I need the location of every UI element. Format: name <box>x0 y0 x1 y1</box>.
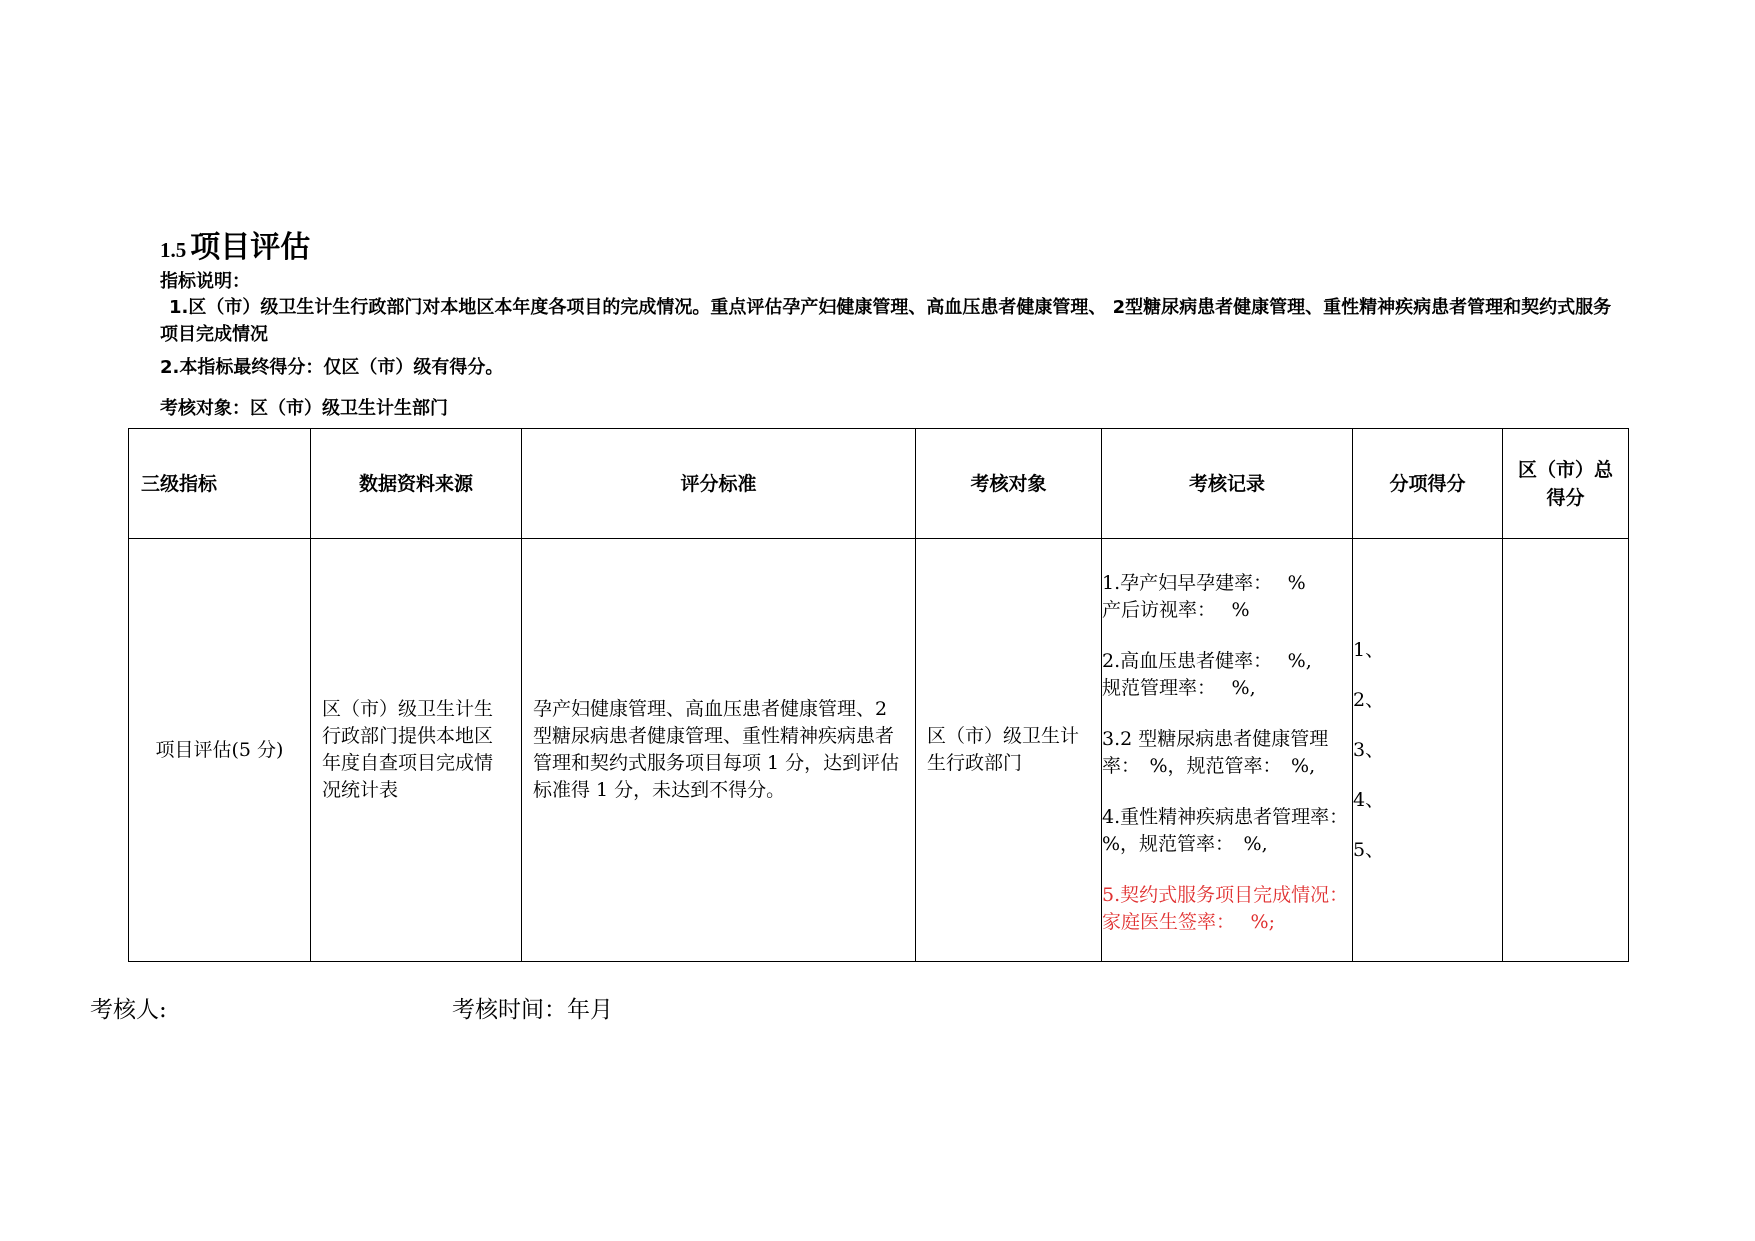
description-label: 指标说明： <box>160 271 250 292</box>
cell-item-scores <box>1353 539 1503 962</box>
header-total-score-label: 区（市）总得分 <box>1517 458 1613 509</box>
cell-criteria <box>522 539 916 962</box>
table-header-row <box>129 429 1629 539</box>
header-source: 数据资料来源 <box>311 429 522 539</box>
header-total-score <box>1503 429 1629 539</box>
score-item: 4、 <box>1353 789 1385 811</box>
section-number: 1.5 <box>160 238 187 262</box>
score-item: 2、 <box>1353 689 1385 711</box>
record-item: 2.高血压患者健率： %, 规范管理率： %, <box>1102 649 1312 699</box>
table-row <box>129 539 1629 962</box>
target-text: 区（市）级卫生计生行政部门 <box>927 725 1080 774</box>
assessment-target: 考核对象：区（市）级卫生计生部门 <box>160 398 448 419</box>
record-item: 1.孕产妇早孕建率： % 产后访视率： % <box>1102 571 1306 621</box>
indicator-text: 项目评估(5 分) <box>155 738 284 761</box>
record-list <box>1102 570 1358 936</box>
header-target: 考核对象 <box>916 429 1102 539</box>
score-list <box>1353 625 1502 875</box>
record-item: 4.重性精神疾病患者管理率： %，规范管率： %, <box>1102 805 1358 855</box>
record-item: 5.契约式服务项目完成情况：家庭医生签率： %; <box>1102 883 1349 933</box>
description-item-2: 2.本指标最终得分：仅区（市）级有得分。 <box>160 357 504 378</box>
score-item: 5、 <box>1353 839 1385 861</box>
score-item: 1、 <box>1353 639 1385 661</box>
record-item: 3.2 型糖尿病患者健康管理率： %，规范管率： %, <box>1102 727 1329 777</box>
cell-total-score <box>1503 539 1629 962</box>
section-heading <box>160 228 310 270</box>
criteria-text: 孕产妇健康管理、高血压患者健康管理、2 型糖尿病患者健康管理、重性精神疾病患者管理和契约式服务项目每项 1 分，达到评估标准得 1 分，未达到不得分。 <box>533 698 900 801</box>
section-title: 项目评估 <box>190 230 311 265</box>
cell-indicator <box>129 539 311 962</box>
assessor-label: 考核人: <box>90 997 167 1023</box>
header-criteria: 评分标准 <box>522 429 916 539</box>
header-indicator: 三级指标 <box>129 429 311 539</box>
header-item-score: 分项得分 <box>1353 429 1503 539</box>
source-text: 区（市）级卫生计生行政部门提供本地区年度自查项目完成情况统计表 <box>322 698 494 801</box>
header-record: 考核记录 <box>1102 429 1353 539</box>
cell-source <box>311 539 522 962</box>
assessment-time-label: 考核时间：年月 <box>452 997 613 1023</box>
cell-record <box>1102 539 1358 962</box>
description-item-1: 1.区（市）级卫生计生行政部门对本地区本年度各项目的完成情况。重点评估孕产妇健康管理、高血压患者健康管理、 2型糖尿病患者健康管理、重性精神疾病患者管理和契约式服务项目完成情况 <box>160 297 1612 345</box>
cell-target <box>916 539 1102 962</box>
score-item: 3、 <box>1353 739 1385 761</box>
evaluation-table <box>128 428 1629 962</box>
